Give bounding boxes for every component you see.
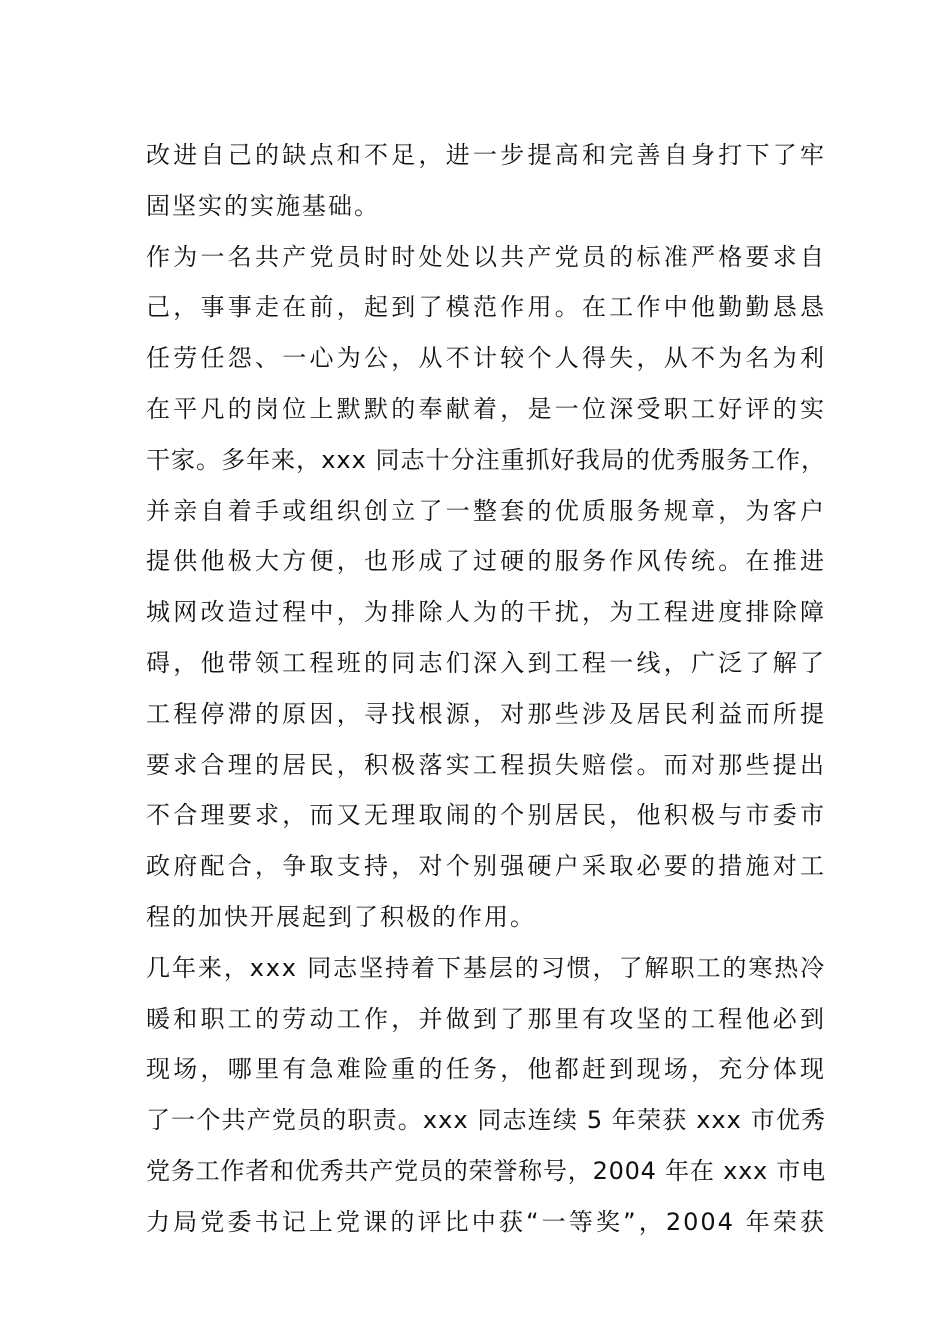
text-line: 现场，哪里有急难险重的任务，他都赶到现场，充分体现	[146, 1055, 826, 1084]
text-line: 工程停滞的原因，寻找根源，对那些涉及居民利益而所提	[146, 699, 826, 728]
text-line: 固坚实的实施基础。	[146, 191, 380, 220]
text-line: 城网改造过程中，为排除人为的干扰，为工程进度排除障	[146, 598, 826, 627]
text-line: 作为一名共产党员时时处处以共产党员的标准严格要求自	[146, 242, 826, 271]
text-line: 并亲自着手或组织创立了一整套的优质服务规章，为客户	[146, 496, 826, 525]
text-line: 任劳任怨、一心为公，从不计较个人得失，从不为名为利	[146, 344, 826, 373]
text-line: 要求合理的居民，积极落实工程损失赔偿。而对那些提出	[146, 750, 826, 779]
text-line: 程的加快开展起到了积极的作用。	[146, 902, 536, 931]
text-line: 提供他极大方便，也形成了过硬的服务作风传统。在推进	[146, 547, 826, 576]
text-line: 在平凡的岗位上默默的奉献着，是一位深受职工好评的实	[146, 394, 826, 423]
text-line: 政府配合，争取支持，对个别强硬户采取必要的措施对工	[146, 852, 826, 881]
text-line: 干家。多年来，xxx 同志十分注重抓好我局的优秀服务工作，	[146, 445, 826, 474]
body-text	[146, 130, 826, 1248]
text-line: 碍，他带领工程班的同志们深入到工程一线，广泛了解了	[146, 648, 826, 677]
text-line: 了一个共产党员的职责。xxx 同志连续 5 年荣获 xxx 市优秀	[146, 1106, 826, 1135]
text-line: 党务工作者和优秀共产党员的荣誉称号，2004 年在 xxx 市电	[146, 1156, 826, 1185]
text-line: 暖和职工的劳动工作，并做到了那里有攻坚的工程他必到	[146, 1004, 826, 1033]
text-line: 不合理要求，而又无理取闹的个别居民，他积极与市委市	[146, 801, 826, 830]
text-line: 几年来，xxx 同志坚持着下基层的习惯，了解职工的寒热冷	[146, 953, 826, 982]
text-line: 己，事事走在前，起到了模范作用。在工作中他勤勤恳恳	[146, 293, 826, 322]
text-line: 改进自己的缺点和不足，进一步提高和完善自身打下了牢	[146, 141, 826, 169]
text-line: 力局党委书记上党课的评比中获“一等奖”，2004 年荣获	[146, 1207, 826, 1236]
